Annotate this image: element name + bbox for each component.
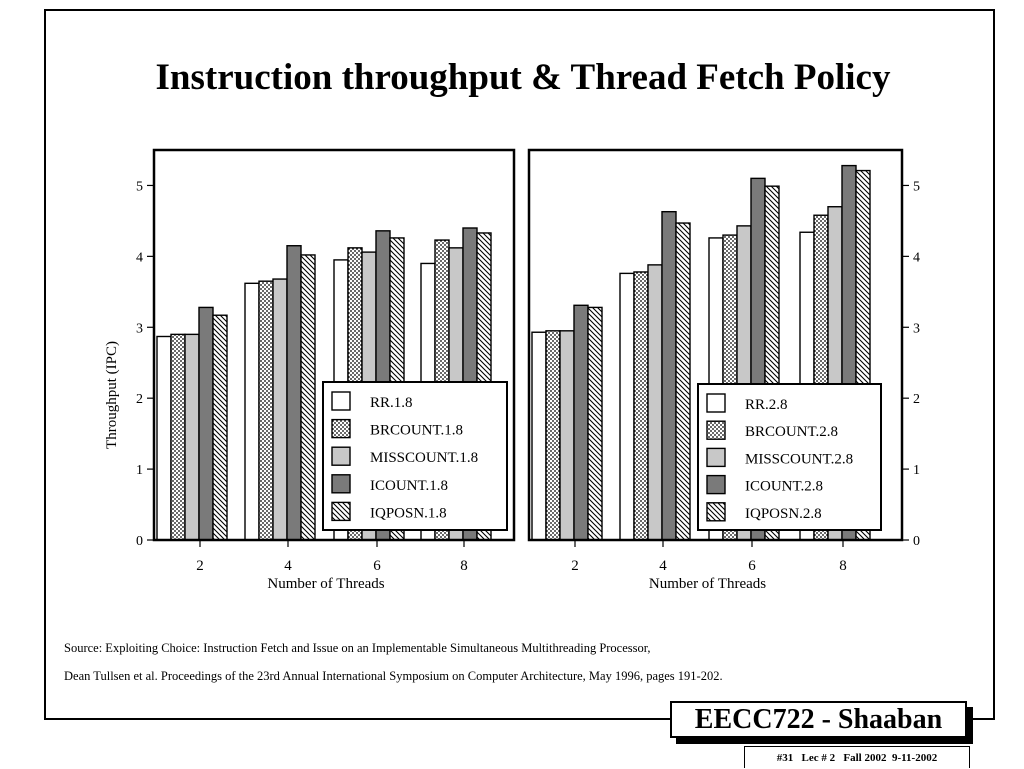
y-axis-label: Throughput (IPC) — [104, 341, 120, 449]
bar-iqposn-2-8-threads-4 — [676, 223, 690, 540]
y-tick-label-0: 0 — [136, 534, 143, 549]
slide-title: Instruction throughput & Thread Fetch Policy — [155, 57, 891, 98]
x-tick-label-4: 4 — [659, 558, 667, 574]
bar-misscount-2-8-threads-4 — [648, 265, 662, 540]
bar-misscount-2-8-threads-2 — [560, 331, 574, 540]
bar-brcount-1-8-threads-4 — [259, 281, 273, 540]
legend-swatch-rr-1-8 — [332, 392, 350, 410]
legend-label-rr-1-8: RR.1.8 — [370, 395, 413, 411]
y-tick-label-right-2: 2 — [913, 392, 920, 408]
bar-brcount-2-8-threads-2 — [546, 331, 560, 540]
y-tick-label-right-5: 5 — [913, 179, 920, 195]
x-axis-label: Number of Threads — [267, 576, 385, 592]
bar-misscount-1-8-threads-2 — [185, 334, 199, 540]
x-tick-label-2: 2 — [196, 558, 204, 574]
bar-brcount-2-8-threads-4 — [634, 272, 648, 540]
y-tick-label-2: 2 — [136, 392, 143, 408]
y-tick-label-right-1: 1 — [913, 463, 920, 479]
legend-label-brcount-2-8: BRCOUNT.2.8 — [745, 424, 839, 441]
y-tick-label-right-0: 0 — [913, 534, 920, 549]
bar-rr-1-8-threads-2 — [157, 336, 171, 540]
legend-label-iqposn-2-8: IQPOSN.2.8 — [745, 505, 822, 522]
legend-label-icount-1-8: ICOUNT.1.8 — [370, 477, 449, 494]
legend-swatch-brcount-2-8 — [707, 421, 725, 439]
legend-swatch-rr-2-8 — [707, 394, 725, 412]
bar-icount-1-8-threads-2 — [199, 307, 213, 540]
bar-brcount-1-8-threads-2 — [171, 334, 185, 540]
legend-label-brcount-1-8: BRCOUNT.1.8 — [370, 422, 464, 439]
x-tick-label-2: 2 — [571, 558, 579, 574]
legend-label-iqposn-1-8: IQPOSN.1.8 — [370, 505, 447, 522]
legend-swatch-brcount-1-8 — [332, 420, 350, 438]
x-axis-label: Number of Threads — [648, 576, 767, 592]
slide-footer: #31 Lec # 2 Fall 2002 9-11-2002 — [744, 746, 970, 768]
bar-iqposn-1-8-threads-4 — [301, 255, 315, 540]
bar-icount-1-8-threads-4 — [287, 246, 301, 540]
bar-iqposn-1-8-threads-2 — [213, 315, 227, 540]
source-citation-line1: Source: Exploiting Choice: Instruction Fetch and Issue on an Implementable Simultaneous Multithreading Processor, — [64, 641, 651, 655]
x-tick-label-8: 8 — [839, 558, 847, 574]
y-tick-label-4: 4 — [136, 250, 143, 266]
y-tick-label-1: 1 — [136, 463, 143, 479]
legend-label-icount-2-8: ICOUNT.2.8 — [745, 478, 824, 495]
y-tick-label-5: 5 — [136, 179, 143, 195]
legend-swatch-iqposn-2-8 — [707, 503, 725, 521]
legend-label-misscount-2-8: MISSCOUNT.2.8 — [745, 451, 854, 468]
y-tick-label-right-3: 3 — [913, 321, 920, 337]
x-tick-label-4: 4 — [284, 558, 292, 574]
bar-rr-2-8-threads-2 — [532, 332, 546, 540]
legend-swatch-icount-1-8 — [332, 475, 350, 493]
bar-rr-1-8-threads-4 — [245, 283, 259, 540]
legend-swatch-misscount-2-8 — [707, 448, 725, 466]
source-citation-line2: Dean Tullsen et al. Proceedings of the 23rd Annual International Symposium on Computer Architecture, May 1996, pages 191-202. — [64, 669, 723, 683]
x-tick-label-6: 6 — [748, 558, 756, 574]
x-tick-label-6: 6 — [373, 558, 381, 574]
legend-swatch-icount-2-8 — [707, 476, 725, 494]
legend-label-rr-2-8: RR.2.8 — [745, 397, 788, 413]
y-tick-label-right-4: 4 — [913, 250, 920, 266]
course-badge: EECC722 - Shaaban — [670, 701, 967, 738]
x-tick-label-8: 8 — [460, 558, 468, 574]
bar-iqposn-2-8-threads-2 — [588, 307, 602, 540]
legend-swatch-misscount-1-8 — [332, 447, 350, 465]
bar-icount-2-8-threads-2 — [574, 305, 588, 540]
legend-label-misscount-1-8: MISSCOUNT.1.8 — [370, 450, 479, 467]
bar-misscount-1-8-threads-4 — [273, 279, 287, 540]
bar-rr-2-8-threads-4 — [620, 273, 634, 540]
legend-swatch-iqposn-1-8 — [332, 502, 350, 520]
bar-icount-2-8-threads-4 — [662, 212, 676, 540]
y-tick-label-3: 3 — [136, 321, 143, 337]
